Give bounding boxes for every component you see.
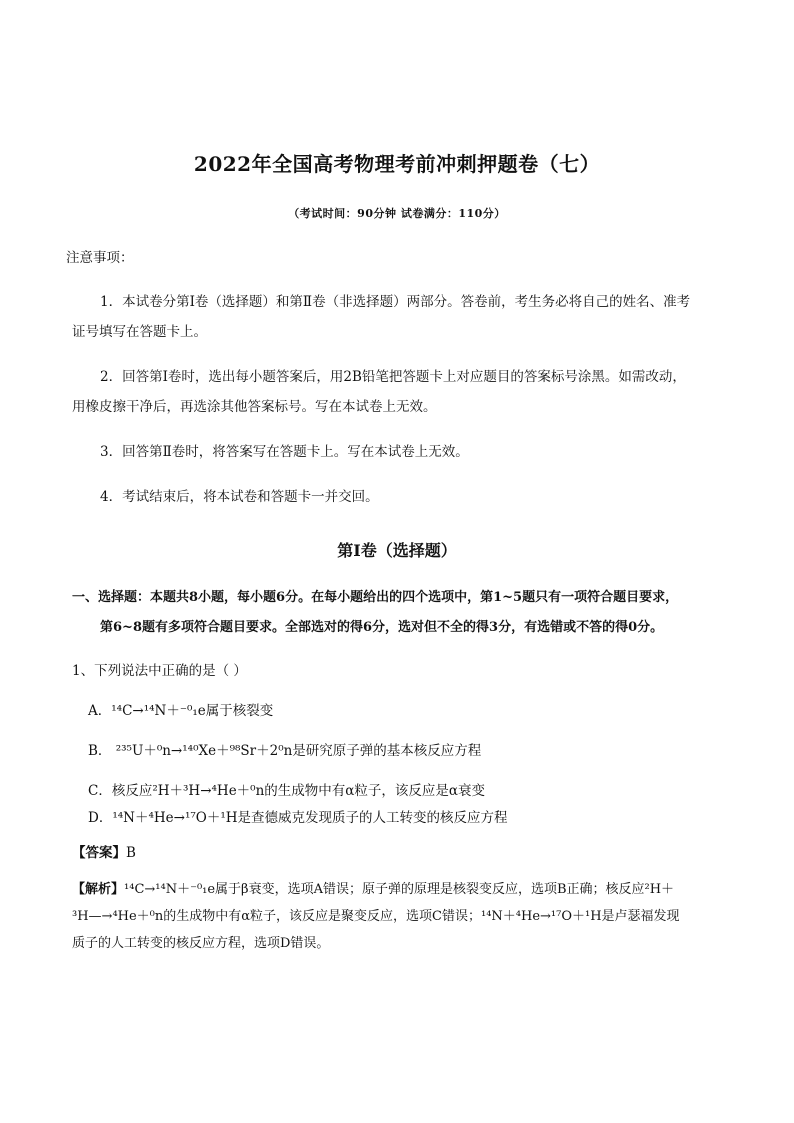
analysis-label: 【解析】 xyxy=(72,882,125,897)
question-1-stem: 1、下列说法中正确的是（ ） xyxy=(72,663,247,679)
notice-item-1-line-1: 1．本试卷分第Ⅰ卷（选择题）和第Ⅱ卷（非选择题）两部分。答卷前，考生务必将自己的姓名、准考 xyxy=(100,294,691,310)
notice-item-1-line-2: 证号填写在答题卡上。 xyxy=(72,324,207,340)
analysis-line-2: ³H—→⁴He＋⁰n的生成物中有α粒子，该反应是聚变反应，选项C错误；¹⁴N＋⁴He→¹⁷O＋¹H是卢瑟福发现 xyxy=(72,909,680,924)
section-instructions-line-1: 一、选择题：本题共8小题，每小题6分。在每小题给出的四个选项中，第1~5题只有一项符合题目要求， xyxy=(72,590,679,605)
page-title: 2022年全国高考物理考前冲刺押题卷（七） xyxy=(193,152,601,176)
question-1-option-a: A．¹⁴C→¹⁴N＋⁻⁰₁e属于核裂变 xyxy=(88,703,274,719)
notice-item-2-line-1: 2．回答第Ⅰ卷时，选出每小题答案后，用2B铅笔把答题卡上对应题目的答案标号涂黑。如需改动， xyxy=(100,369,686,385)
notice-item-4: 4．考试结束后，将本试卷和答题卡一并交回。 xyxy=(100,489,379,505)
question-1-option-c: C．核反应²H＋³H→⁴He＋⁰n的生成物中有α粒子，该反应是α衰变 xyxy=(88,783,486,799)
analysis-line-3: 质子的人工转变的核反应方程，选项D错误。 xyxy=(72,936,330,951)
question-1-option-b: B． ²³⁵U＋⁰n→¹⁴⁰Xe＋⁹⁸Sr＋2⁰n是研究原子弹的基本核反应方程 xyxy=(88,743,482,759)
answer-value: B xyxy=(126,845,136,861)
notice-item-2-line-2: 用橡皮擦干净后，再选涂其他答案标号。写在本试卷上无效。 xyxy=(72,399,437,415)
section-title: 第Ⅰ卷（选择题） xyxy=(337,541,457,560)
answer-line xyxy=(72,843,136,863)
exam-info: （考试时间：90分钟 试卷满分：110分） xyxy=(288,207,506,220)
notice-heading: 注意事项： xyxy=(66,250,134,266)
question-1-option-d: D．¹⁴N＋⁴He→¹⁷O＋¹H是查德威克发现质子的人工转变的核反应方程 xyxy=(88,810,508,826)
analysis-text-1: ¹⁴C→¹⁴N＋⁻⁰₁e属于β衰变，选项A错误；原子弹的原理是核裂变反应，选项B正确；核反应²H＋ xyxy=(124,882,675,897)
notice-item-3: 3．回答第Ⅱ卷时，将答案写在答题卡上。写在本试卷上无效。 xyxy=(100,444,469,460)
analysis-line-1 xyxy=(72,880,674,900)
section-instructions-line-2: 第6~8题有多项符合题目要求。全部选对的得6分，选对但不全的得3分，有选错或不答的得0分。 xyxy=(100,620,664,635)
answer-label: 【答案】 xyxy=(72,845,126,861)
